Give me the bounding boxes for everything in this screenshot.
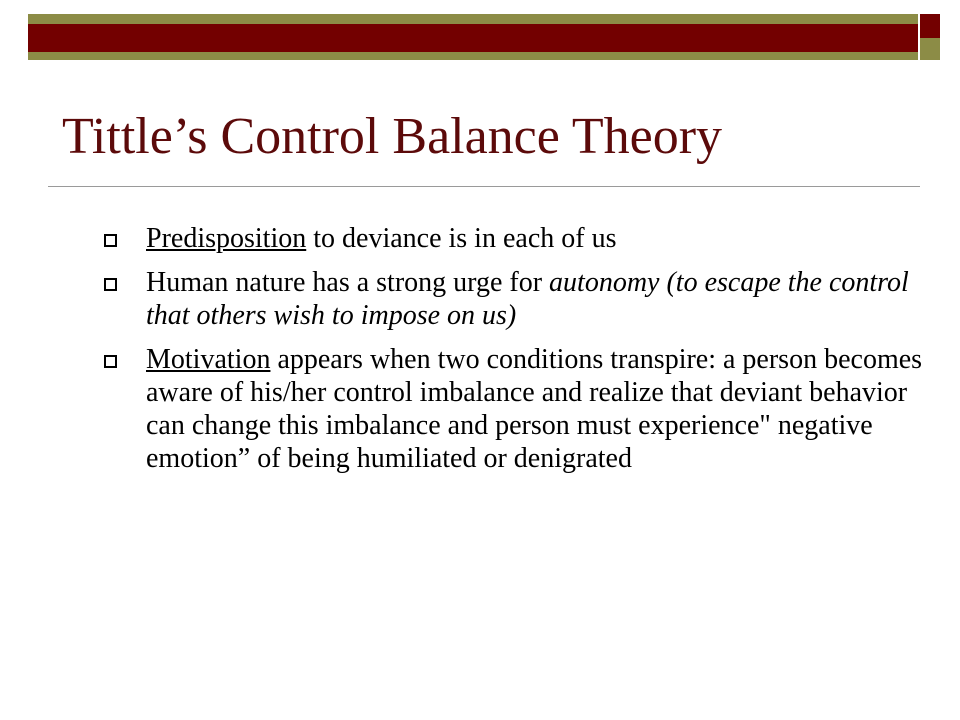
bullet-item <box>100 266 930 332</box>
square-bullet-icon <box>104 278 117 291</box>
title-divider <box>48 186 920 187</box>
olive-square-corner <box>920 38 940 60</box>
square-bullet-icon <box>104 355 117 368</box>
bullet-text: to deviance is in each of us <box>306 223 617 254</box>
olive-bar-top <box>28 14 918 24</box>
red-square-corner <box>920 14 940 38</box>
bullet-italic-text: autonomy (to escape the control that others wish to impose on us) <box>146 267 909 331</box>
bullet-text: appears when two conditions transpire: a person becomes aware of his/her control imbalance and realize that deviant behavior can change this imbalance and person must experience" negative emotion” of being humiliated or denigrated <box>146 344 923 474</box>
slide-title: Tittle’s Control Balance Theory <box>62 108 723 165</box>
bullet-text: Human nature has a strong urge for <box>146 267 550 298</box>
header-decoration <box>0 0 960 70</box>
bullet-item <box>100 343 930 475</box>
square-bullet-icon <box>104 234 117 247</box>
bullet-keyword: Motivation <box>146 344 271 375</box>
bullet-item <box>100 222 930 255</box>
bullet-keyword: Predisposition <box>146 223 307 254</box>
bullet-list <box>100 222 930 486</box>
olive-bar-bottom <box>28 52 918 60</box>
